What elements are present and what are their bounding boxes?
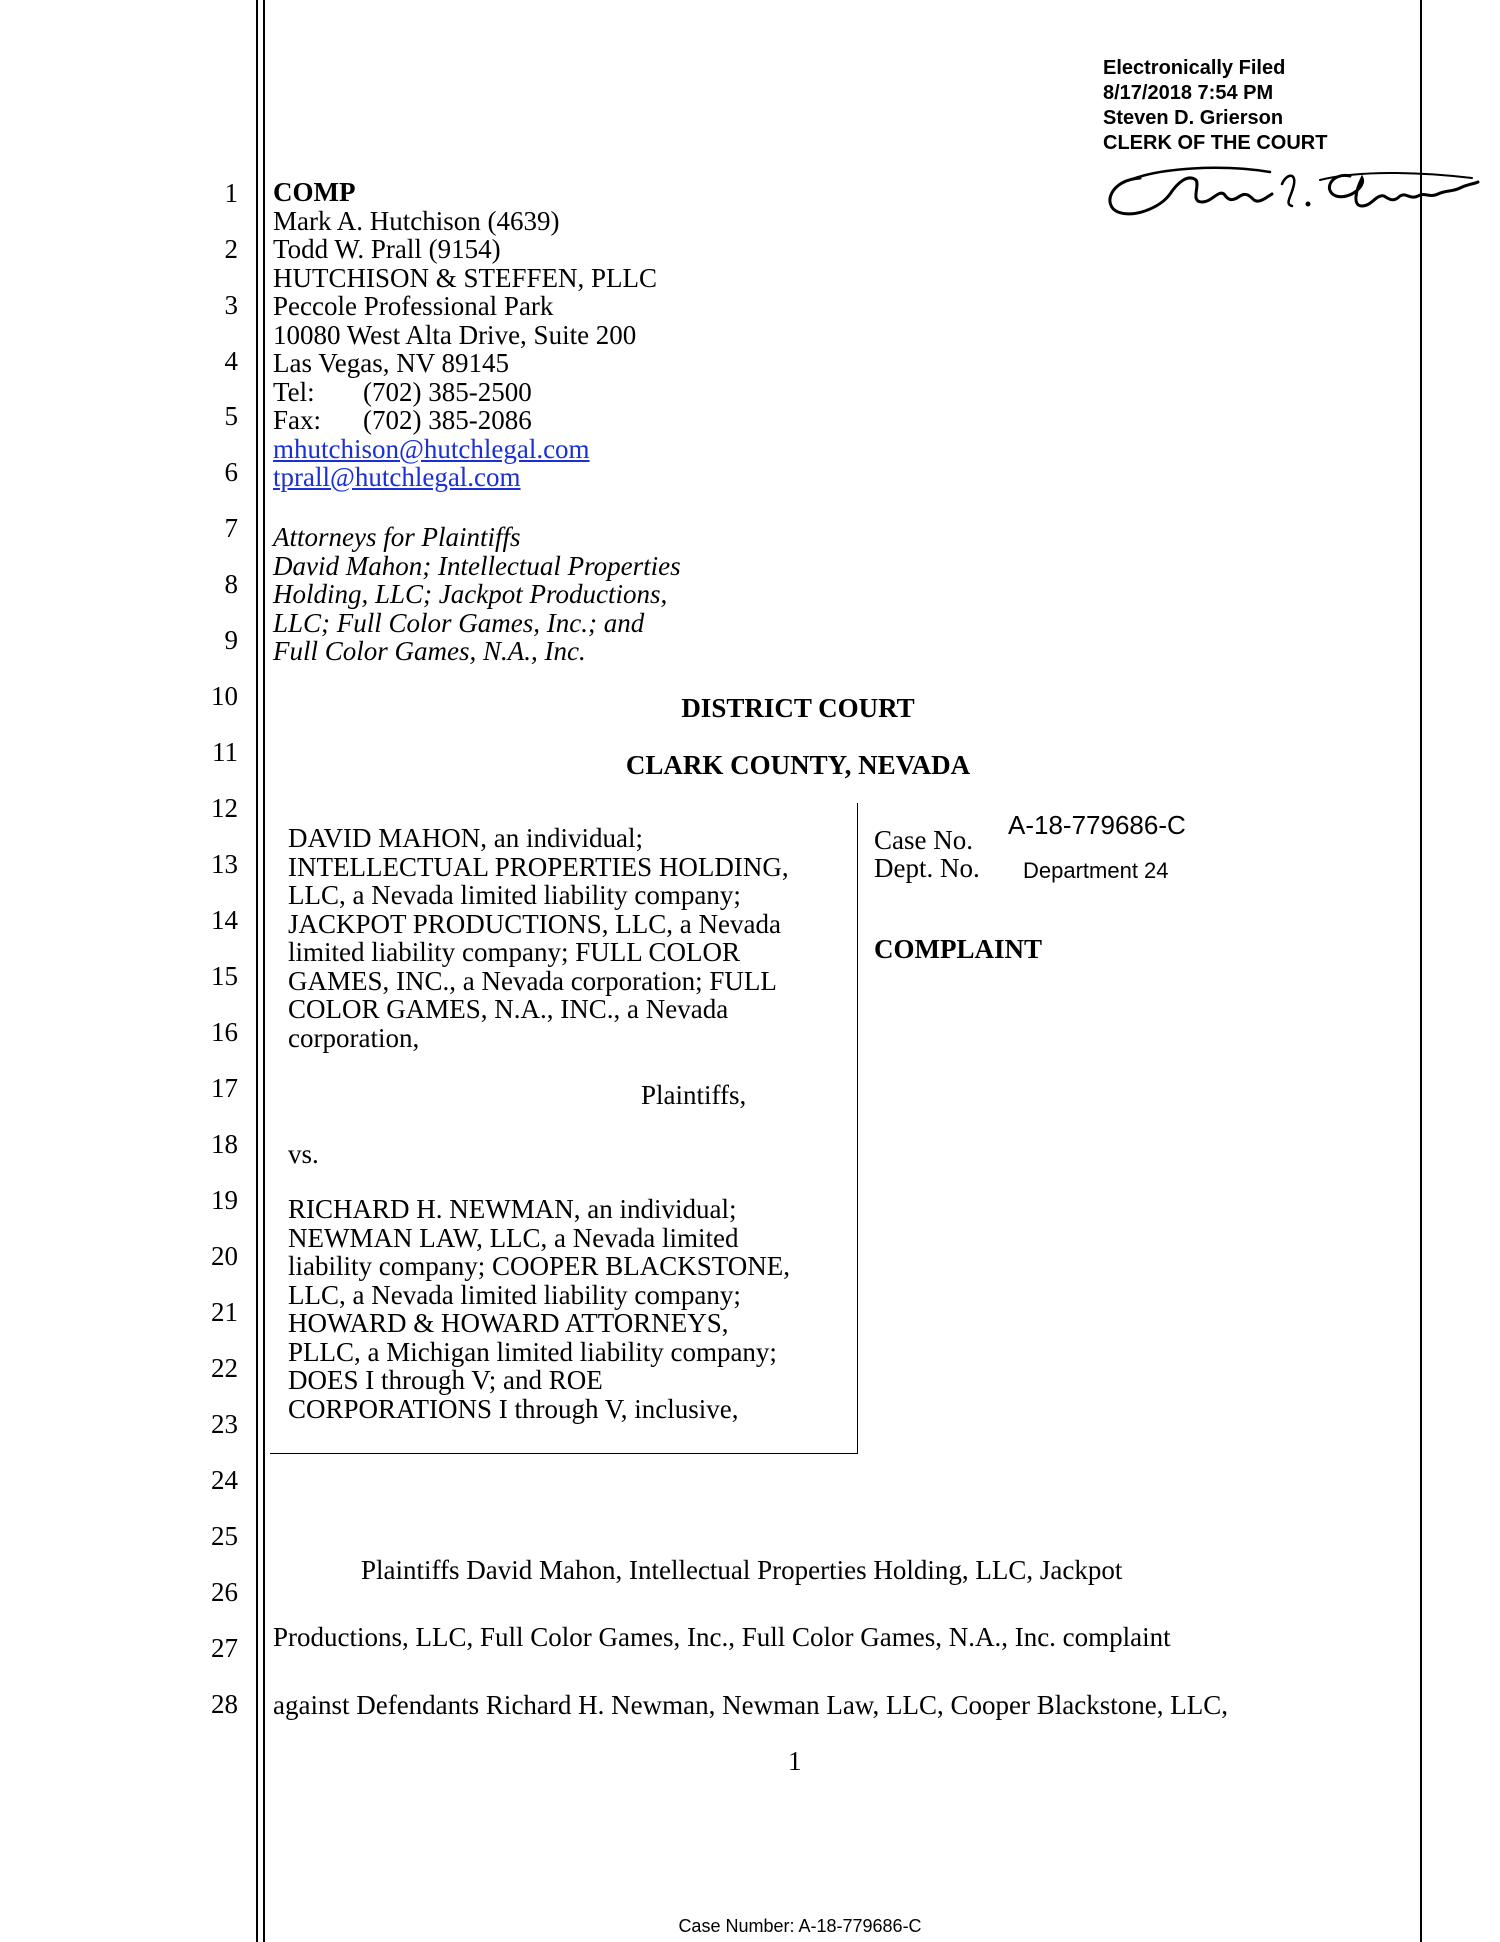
- fax-number: (702) 385-2086: [363, 405, 532, 435]
- attorneys-for-line: Holding, LLC; Jackpot Productions,: [273, 579, 668, 609]
- attorneys-for-block: [273, 523, 681, 666]
- defendants-caption: [288, 1195, 790, 1423]
- filing-stamp-clerk-title: CLERK OF THE COURT: [1103, 132, 1328, 154]
- left-margin-rule-outer: [256, 0, 258, 1942]
- caption-line: JACKPOT PRODUCTIONS, LLC, a Nevada: [288, 908, 781, 939]
- caption-line: liability company; COOPER BLACKSTONE,: [288, 1251, 791, 1281]
- email-link[interactable]: tprall@hutchlegal.com: [273, 462, 521, 492]
- clerk-signature-image: [1100, 150, 1480, 230]
- address-line: Peccole Professional Park: [273, 291, 554, 321]
- line-number: 25: [211, 1521, 238, 1551]
- caption-line: LLC, a Nevada limited liability company;: [288, 880, 741, 910]
- line-number: 8: [224, 569, 238, 599]
- case-number-value: A-18-779686-C: [1008, 810, 1186, 840]
- line-number: 26: [211, 1577, 238, 1607]
- line-number: 27: [211, 1633, 238, 1663]
- line-number: 19: [211, 1185, 238, 1215]
- line-number: 5: [224, 401, 238, 431]
- line-number: 18: [211, 1129, 238, 1159]
- line-number: 14: [211, 905, 238, 935]
- line-number: 28: [211, 1689, 238, 1719]
- line-number: 20: [211, 1241, 238, 1271]
- caption-line: limited liability company; FULL COLOR: [288, 937, 740, 967]
- caption-line: GAMES, INC., a Nevada corporation; FULL: [288, 965, 777, 996]
- dept-number-label: Dept. No.: [874, 853, 980, 883]
- address-city: Las Vegas, NV 89145: [273, 348, 509, 378]
- line-number: 10: [211, 681, 238, 711]
- line-number: 17: [211, 1073, 238, 1103]
- line-number: 16: [211, 1017, 238, 1047]
- caption-line: HOWARD & HOWARD ATTORNEYS,: [288, 1308, 729, 1338]
- line-number: 12: [211, 793, 238, 823]
- plaintiffs-label: Plaintiffs,: [641, 1080, 747, 1110]
- caption-line: RICHARD H. NEWMAN, an individual;: [288, 1194, 737, 1224]
- body-text-line: Productions, LLC, Full Color Games, Inc., Full Color Games, N.A., Inc. complaint: [273, 1622, 1171, 1652]
- telephone-number: (702) 385-2500: [363, 376, 532, 407]
- caption-line: DOES I through V; and ROE: [288, 1365, 603, 1395]
- line-number: 11: [212, 737, 238, 767]
- telephone-line: [273, 378, 657, 407]
- caption-line: PLLC, a Michigan limited liability company;: [288, 1336, 777, 1367]
- caption-line: DAVID MAHON, an individual;: [288, 823, 643, 853]
- telephone-label: Tel:: [273, 376, 315, 407]
- caption-line: NEWMAN LAW, LLC, a Nevada limited: [288, 1222, 739, 1253]
- dept-number-value: Department 24: [1023, 858, 1169, 883]
- fax-label: Fax:: [273, 405, 322, 435]
- caption-line: INTELLECTUAL PROPERTIES HOLDING,: [288, 851, 789, 882]
- line-number: 3: [224, 290, 238, 320]
- line-number: 15: [211, 961, 238, 991]
- line-number: 21: [211, 1297, 238, 1327]
- body-text-line: Plaintiffs David Mahon, Intellectual Properties Holding, LLC, Jackpot: [361, 1555, 1123, 1585]
- attorney-header: [273, 178, 657, 492]
- page-number: 1: [788, 1746, 802, 1776]
- case-number-label: Case No.: [874, 825, 973, 855]
- line-number: 22: [211, 1353, 238, 1383]
- email-link[interactable]: mhutchison@hutchlegal.com: [273, 433, 590, 464]
- address-line: 10080 West Alta Drive, Suite 200: [273, 319, 637, 350]
- line-number: 7: [224, 513, 238, 543]
- line-number: 24: [211, 1465, 238, 1495]
- filing-stamp-status: Electronically Filed: [1103, 57, 1286, 79]
- attorney-name: Mark A. Hutchison (4639): [273, 205, 560, 236]
- plaintiffs-caption: [288, 824, 789, 1052]
- caption-line: COLOR GAMES, N.A., INC., a Nevada: [288, 994, 729, 1024]
- left-margin-rule-inner: [263, 0, 265, 1942]
- court-county: CLARK COUNTY, NEVADA: [625, 750, 971, 780]
- line-number: 2: [224, 234, 238, 264]
- court-name: DISTRICT COURT: [681, 693, 915, 723]
- fax-line: [273, 406, 657, 435]
- line-number: 4: [224, 346, 238, 376]
- document-title: COMPLAINT: [874, 934, 1042, 964]
- line-number: 6: [224, 457, 238, 487]
- line-number: 13: [211, 849, 238, 879]
- right-margin-rule: [1420, 0, 1422, 1942]
- law-firm-name: HUTCHISON & STEFFEN, PLLC: [273, 262, 658, 293]
- line-number: 9: [224, 625, 238, 655]
- line-number: 1: [224, 178, 238, 208]
- attorneys-for-line: LLC; Full Color Games, Inc.; and: [273, 607, 645, 638]
- attorney-name: Todd W. Prall (9154): [273, 234, 501, 264]
- case-number-footer: Case Number: A-18-779686-C: [678, 1916, 922, 1936]
- filing-stamp-clerk-name: Steven D. Grierson: [1103, 107, 1284, 129]
- caption-line: LLC, a Nevada limited liability company;: [288, 1279, 741, 1310]
- attorneys-for-line: David Mahon; Intellectual Properties: [273, 550, 681, 581]
- versus-label: vs.: [288, 1139, 319, 1169]
- attorneys-for-line: Attorneys for Plaintiffs: [273, 522, 521, 552]
- line-number: 23: [211, 1409, 238, 1439]
- filing-stamp-datetime: 8/17/2018 7:54 PM: [1103, 82, 1274, 104]
- attorneys-for-line: Full Color Games, N.A., Inc.: [273, 636, 586, 666]
- body-text-line: against Defendants Richard H. Newman, Newman Law, LLC, Cooper Blackstone, LLC,: [273, 1690, 1228, 1720]
- caption-line: corporation,: [288, 1022, 420, 1053]
- document-code: COMP: [273, 177, 356, 207]
- filing-stamp: [1103, 56, 1327, 156]
- caption-line: CORPORATIONS I through V, inclusive,: [288, 1393, 739, 1424]
